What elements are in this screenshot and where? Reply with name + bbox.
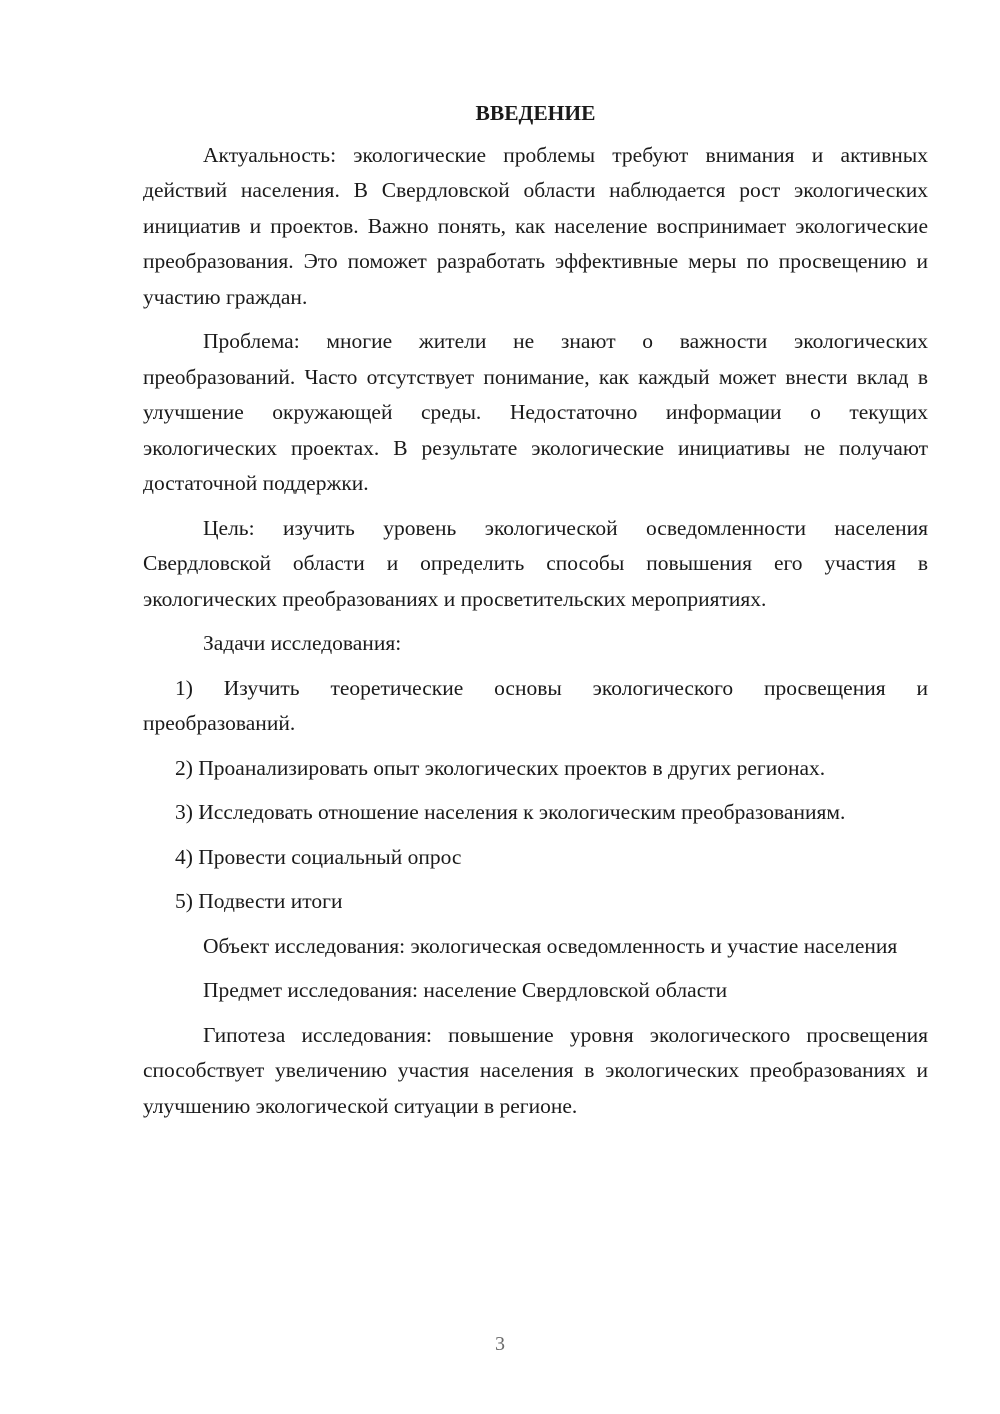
task-item: 4) Провести социальный опрос — [175, 844, 462, 869]
problem-paragraph: Проблема: многие жители не знают о важности экологических преобразований. Часто отсутствует понимание, как каждый может внести вклад в улучшение окружающей среды. Недостаточно информации о текущих экологических проектах. В результате экологические инициативы не получают достаточной поддержки. — [143, 329, 928, 495]
task-item: 2) Проанализировать опыт экологических проектов в других регионах. — [175, 755, 826, 780]
tasks-heading: Задачи исследования: — [203, 631, 402, 655]
goal-paragraph: Цель: изучить уровень экологической осведомленности населения Свердловской области и определить способы повышения его участия в экологических преобразованиях и просветительских мероприятиях. — [143, 515, 928, 611]
page-number: 3 — [495, 1333, 505, 1355]
task-item: 1) Изучить теоретические основы экологического просвещения и преобразований. — [143, 675, 928, 735]
task-item: 3) Исследовать отношение населения к экологическим преобразованиям. — [175, 800, 846, 824]
relevance-paragraph: Актуальность: экологические проблемы требуют внимания и активных действий населения. В Свердловской области наблюдается рост экологических инициатив и проектов. Важно понять, как население воспринимает экологические преобразования. Это поможет разработать эффективные меры по просвещению и участию граждан. — [143, 142, 928, 309]
section-title: ВВЕДЕНИЕ — [475, 101, 596, 125]
subject-paragraph: Предмет исследования: население Свердловской области — [203, 978, 728, 1002]
object-paragraph: Объект исследования: экологическая осведомленность и участие населения — [203, 933, 898, 958]
hypothesis-paragraph: Гипотеза исследования: повышение уровня экологического просвещения способствует увеличению участия населения в экологических преобразованиях и улучшению экологической ситуации в регионе. — [143, 1022, 928, 1118]
page-content — [143, 96, 928, 1133]
task-item: 5) Подвести итоги — [175, 889, 343, 913]
